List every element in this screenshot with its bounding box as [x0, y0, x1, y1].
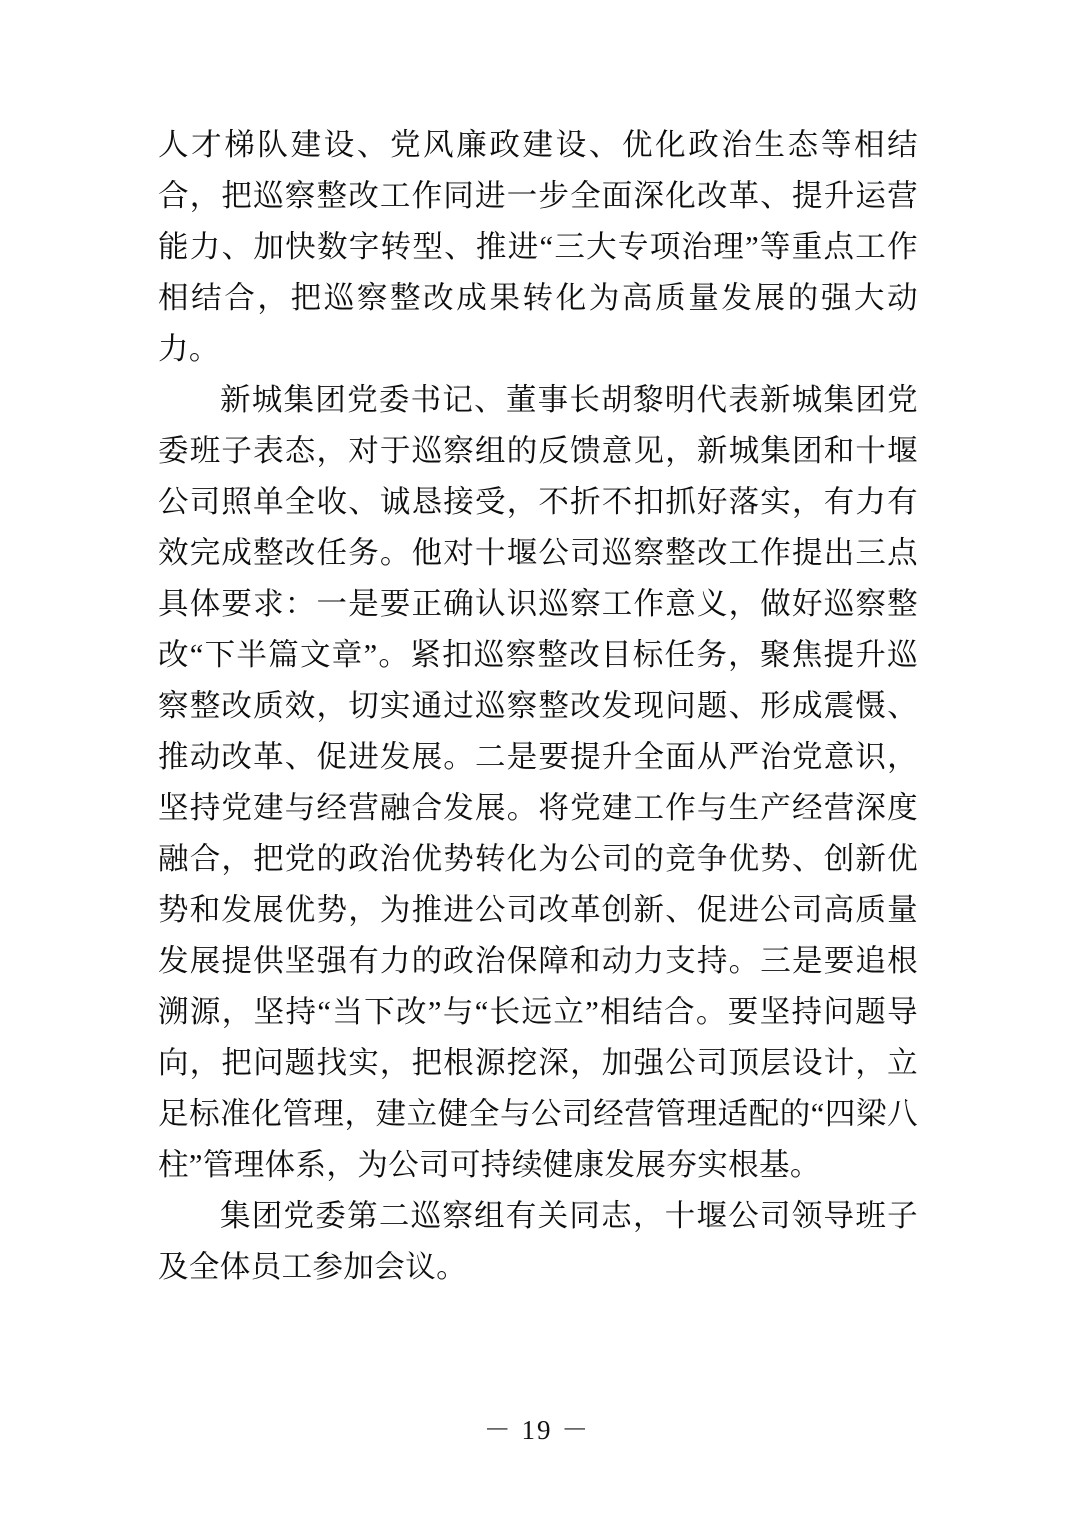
paragraph: 新城集团党委书记、董事长胡黎明代表新城集团党委班子表态，对于巡察组的反馈意见，新城集团和十堰公司照单全收、诚恳接受，不折不扣抓好落实，有力有效完成整改任务。他对十堰公司巡察整改工作提出三点具体要求：一是要正确认识巡察工作意义，做好巡察整改“下半篇文章”。紧扣巡察整改目标任务，聚焦提升巡察整改质效，切实通过巡察整改发现问题、形成震慑、推动改革、促进发展。二是要提升全面从严治党意识，坚持党建与经营融合发展。将党建工作与生产经营深度融合，把党的政治优势转化为公司的竞争优势、创新优势和发展优势，为推进公司改革创新、促进公司高质量发展提供坚强有力的政治保障和动力支持。三是要追根溯源，坚持“当下改”与“长远立”相结合。要坚持问题导向，把问题找实，把根源挖深，加强公司顶层设计，立足标准化管理，建立健全与公司经营管理适配的“四梁八柱”管理体系，为公司可持续健康发展夯实根基。: [158, 383, 918, 1182]
page-body: [158, 120, 918, 1293]
paragraph: 人才梯队建设、党风廉政建设、优化政治生态等相结合，把巡察整改工作同进一步全面深化改革、提升运营能力、加快数字转型、推进“三大专项治理”等重点工作相结合，把巡察整改成果转化为高质量发展的强大动力。: [158, 128, 918, 366]
paragraph: 集团党委第二巡察组有关同志，十堰公司领导班子及全体员工参加会议。: [158, 1199, 918, 1284]
page-number: － 19 －: [483, 1415, 591, 1445]
